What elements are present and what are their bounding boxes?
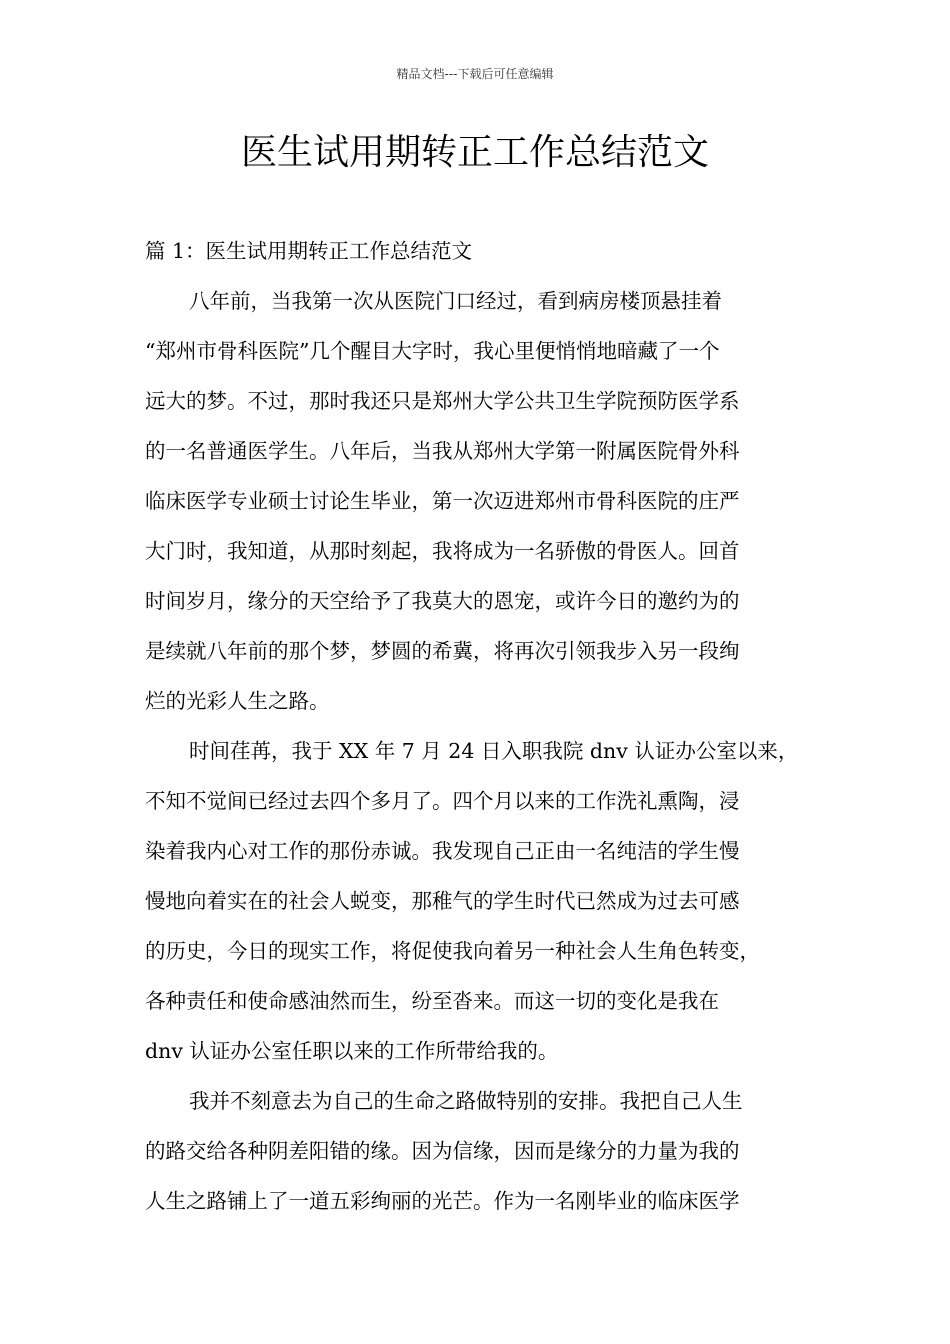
paragraph-2	[145, 726, 820, 1076]
paragraph-line: 染着我内心对工作的那份赤诚。我发现自己正由一名纯洁的学生慢	[145, 839, 740, 863]
paragraph-line: 时间岁月，缘分的天空给予了我莫大的恩宠，或许今日的邀约为的	[145, 589, 740, 613]
section-heading: 篇 1：医生试用期转正工作总结范文	[145, 239, 473, 263]
paragraph-line: 的历史，今日的现实工作，将促使我向着另一种社会人生角色转变，	[145, 939, 760, 963]
page-header: 精品文档---下载后可任意编辑	[396, 67, 554, 81]
paragraph-line: 时间荏苒，我于 XX 年 7 月 24 日入职我院 dnv 认证办公室以来，	[189, 739, 799, 763]
paragraph-line: 八年前，当我第一次从医院门口经过，看到病房楼顶悬挂着	[189, 289, 722, 313]
document-body	[145, 226, 820, 1226]
paragraph-line: 大门时，我知道，从那时刻起，我将成为一名骄傲的骨医人。回首	[145, 539, 740, 563]
paragraph-line: 人生之路铺上了一道五彩绚丽的光芒。作为一名刚毕业的临床医学	[145, 1189, 740, 1213]
paragraph-line: 的一名普通医学生。八年后，当我从郑州大学第一附属医院骨外科	[145, 439, 740, 463]
paragraph-line: 烂的光彩人生之路。	[145, 689, 330, 713]
paragraph-line: 是续就八年前的那个梦，梦圆的希冀，将再次引领我步入另一段绚	[145, 639, 740, 663]
paragraph-3	[145, 1076, 820, 1226]
paragraph-line: 我并不刻意去为自己的生命之路做特别的安排。我把自己人生	[189, 1089, 743, 1113]
paragraph-line: 临床医学专业硕士讨论生毕业，第一次迈进郑州市骨科医院的庄严	[145, 489, 740, 513]
paragraph-line: dnv 认证办公室任职以来的工作所带给我的。	[145, 1039, 559, 1063]
paragraph-line: 慢地向着实在的社会人蜕变，那稚气的学生时代已然成为过去可感	[145, 889, 740, 913]
paragraph-line: 不知不觉间已经过去四个多月了。四个月以来的工作洗礼熏陶，浸	[145, 789, 740, 813]
paragraph-1	[145, 276, 820, 726]
paragraph-line: “郑州市骨科医院”几个醒目大字时，我心里便悄悄地暗藏了一个	[145, 339, 720, 363]
document-title: 医生试用期转正工作总结范文	[240, 132, 709, 173]
paragraph-line: 的路交给各种阴差阳错的缘。因为信缘，因而是缘分的力量为我的	[145, 1139, 740, 1163]
paragraph-line: 各种责任和使命感油然而生，纷至沓来。而这一切的变化是我在	[145, 989, 719, 1013]
paragraph-line: 远大的梦。不过，那时我还只是郑州大学公共卫生学院预防医学系	[145, 389, 740, 413]
